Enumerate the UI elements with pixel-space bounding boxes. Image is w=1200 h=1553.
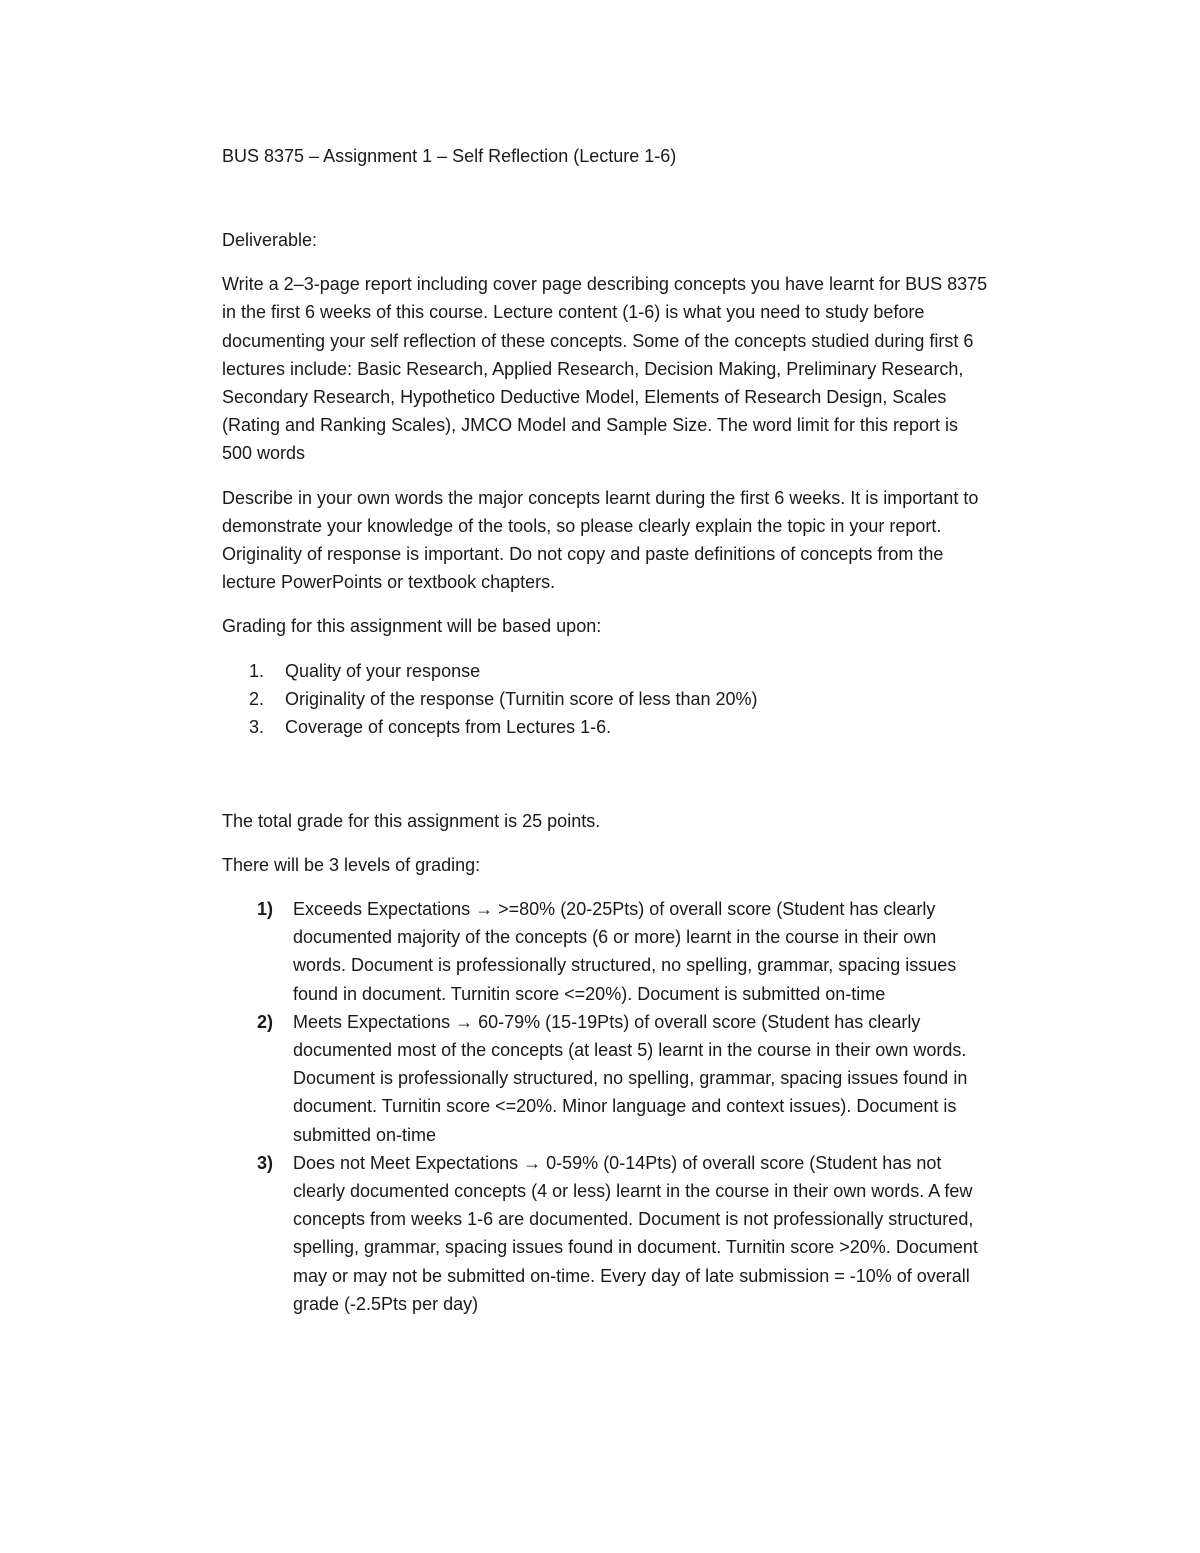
right-arrow-icon: → bbox=[523, 1152, 542, 1173]
level-number: 2) bbox=[257, 1011, 274, 1032]
grading-levels-list bbox=[222, 895, 992, 1318]
paragraph-instructions: Describe in your own words the major concepts learnt during the first 6 weeks. It is important to demonstrate your knowledge of the tools, so please clearly explain the topic in your report. Originality of response is important. Do not copy and paste definitions of concepts from the lecture PowerPoints or textbook chapters. bbox=[222, 487, 979, 593]
level-description: >=80% (20-25Pts) of overall score (Student has clearly documented majority of the concepts (6 or more) learnt in the course in their own words. Document is professionally structured, no spelling, grammar, spacing issues found in document. Turnitin score <=20%). Document is submitted on-time bbox=[293, 899, 957, 1004]
criteria-text: Quality of your response bbox=[285, 660, 481, 681]
criteria-number: 2. bbox=[249, 688, 265, 709]
criteria-text: Originality of the response (Turnitin score of less than 20%) bbox=[285, 688, 758, 709]
criteria-item bbox=[222, 657, 992, 685]
criteria-number: 3. bbox=[249, 716, 265, 737]
grading-level-item bbox=[222, 1149, 992, 1318]
right-arrow-icon: → bbox=[475, 899, 494, 920]
grading-criteria-list bbox=[222, 657, 992, 741]
grading-level-item bbox=[222, 895, 992, 1008]
document-body bbox=[222, 142, 992, 1318]
total-grade-statement: The total grade for this assignment is 25 points. bbox=[222, 810, 601, 831]
level-name: Meets Expectations bbox=[293, 1011, 451, 1032]
criteria-item bbox=[222, 713, 992, 741]
paragraph-report-description: Write a 2–3-page report including cover page describing concepts you have learnt for BUS 8375 in the first 6 weeks of this course. Lecture content (1-6) is what you need to study before documenting your self reflection of these concepts. Some of the concepts studied during first 6 lectures include: Basic Research, Applied Research, Decision Making, Preliminary Research, Secondary Research, Hypothetico Deductive Model, Elements of Research Design, Scales (Rating and Ranking Scales), JMCO Model and Sample Size. The word limit for this report is 500 words bbox=[222, 274, 988, 464]
levels-intro: There will be 3 levels of grading: bbox=[222, 854, 481, 875]
grading-level-item bbox=[222, 1008, 992, 1149]
level-description: 60-79% (15-19Pts) of overall score (Student has clearly documented most of the concepts (at least 5) learnt in the course in their own words. Document is professionally structured, no spelling, grammar, spacing issues found in document. Turnitin score <=20%. Minor language and context issues). Document is submitted on-time bbox=[293, 1011, 968, 1145]
criteria-item bbox=[222, 685, 992, 713]
criteria-number: 1. bbox=[249, 660, 265, 681]
right-arrow-icon: → bbox=[455, 1011, 474, 1032]
level-name: Exceeds Expectations bbox=[293, 899, 471, 920]
deliverable-heading: Deliverable: bbox=[222, 230, 318, 250]
document-title: BUS 8375 – Assignment 1 – Self Reflection (Lecture 1-6) bbox=[222, 146, 677, 166]
level-number: 1) bbox=[257, 899, 274, 920]
level-description: 0-59% (0-14Pts) of overall score (Student has not clearly documented concepts (4 or less) learnt in the course in their own words. A few concepts from weeks 1-6 are documented. Document is not professionally structured, spelling, grammar, spacing issues found in document. Turnitin score >20%. Document may or may not be submitted on-time. Every day of late submission = -10% of overall grade (-2.5Pts per day) bbox=[293, 1152, 978, 1314]
grading-intro: Grading for this assignment will be based upon: bbox=[222, 616, 602, 637]
criteria-text: Coverage of concepts from Lectures 1-6. bbox=[285, 716, 612, 737]
level-name: Does not Meet Expectations bbox=[293, 1152, 519, 1173]
level-number: 3) bbox=[257, 1152, 274, 1173]
